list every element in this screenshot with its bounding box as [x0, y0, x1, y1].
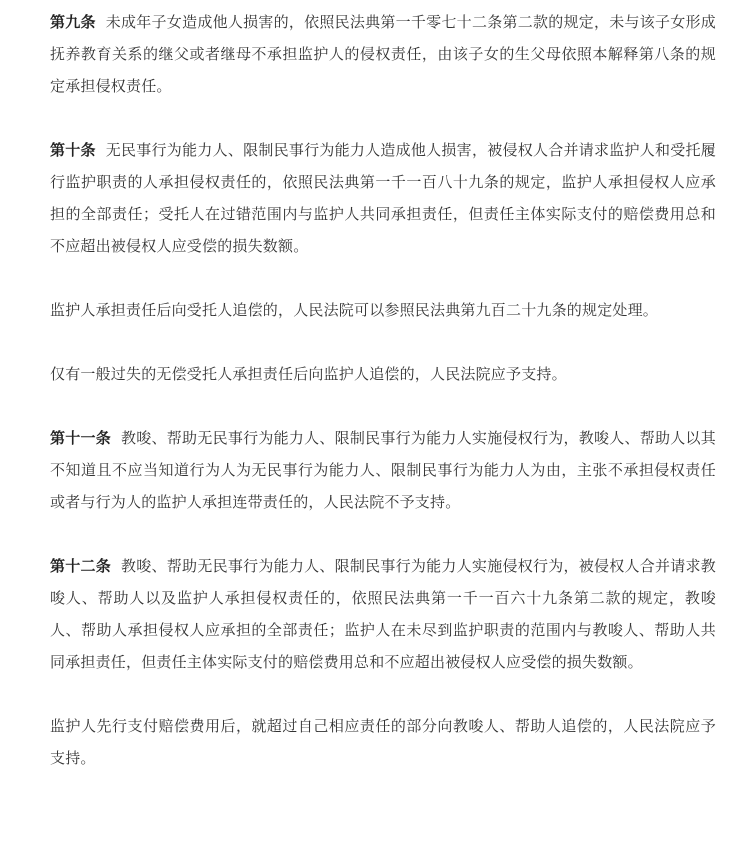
document-body — [50, 6, 716, 774]
article-number: 第十条 — [50, 141, 96, 159]
article-number: 第十一条 — [50, 429, 112, 447]
paragraph-article-10-gratuitous — [50, 358, 716, 390]
paragraph-article-9 — [50, 6, 716, 102]
article-number: 第九条 — [50, 13, 96, 31]
paragraph-text: 未成年子女造成他人损害的，依照民法典第一千零七十二条第二款的规定，未与该子女形成抚养教育关系的继父或者继母不承担监护人的侵权责任，由该子女的生父母依照本解释第八条的规定承担侵权责任。 — [50, 13, 716, 95]
paragraph-text: 无民事行为能力人、限制民事行为能力人造成他人损害，被侵权人合并请求监护人和受托履行监护职责的人承担侵权责任的，依照民法典第一千一百八十九条的规定，监护人承担侵权人应承担的全部责任；受托人在过错范围内与监护人共同承担责任，但责任主体实际支付的赔偿费用总和不应超出被侵权人应受偿的损失数额。 — [50, 141, 716, 255]
paragraph-article-11 — [50, 422, 716, 518]
article-number: 第十二条 — [50, 557, 112, 575]
paragraph-article-10 — [50, 134, 716, 262]
paragraph-article-12-recourse — [50, 710, 716, 774]
paragraph-text: 教唆、帮助无民事行为能力人、限制民事行为能力人实施侵权行为，教唆人、帮助人以其不知道且不应当知道行为人为无民事行为能力人、限制民事行为能力人为由，主张不承担侵权责任或者与行为人的监护人承担连带责任的，人民法院不予支持。 — [50, 429, 716, 511]
paragraph-text: 仅有一般过失的无偿受托人承担责任后向监护人追偿的，人民法院应予支持。 — [50, 365, 567, 383]
paragraph-article-10-recourse — [50, 294, 716, 326]
paragraph-article-12 — [50, 550, 716, 678]
paragraph-text: 教唆、帮助无民事行为能力人、限制民事行为能力人实施侵权行为，被侵权人合并请求教唆人、帮助人以及监护人承担侵权责任的，依照民法典第一千一百六十九条第二款的规定，教唆人、帮助人承担侵权人应承担的全部责任；监护人在未尽到监护职责的范围内与教唆人、帮助人共同承担责任，但责任主体实际支付的赔偿费用总和不应超出被侵权人应受偿的损失数额。 — [50, 557, 716, 671]
paragraph-text: 监护人承担责任后向受托人追偿的，人民法院可以参照民法典第九百二十九条的规定处理。 — [50, 301, 659, 319]
paragraph-text: 监护人先行支付赔偿费用后，就超过自己相应责任的部分向教唆人、帮助人追偿的，人民法院应予支持。 — [50, 717, 716, 767]
